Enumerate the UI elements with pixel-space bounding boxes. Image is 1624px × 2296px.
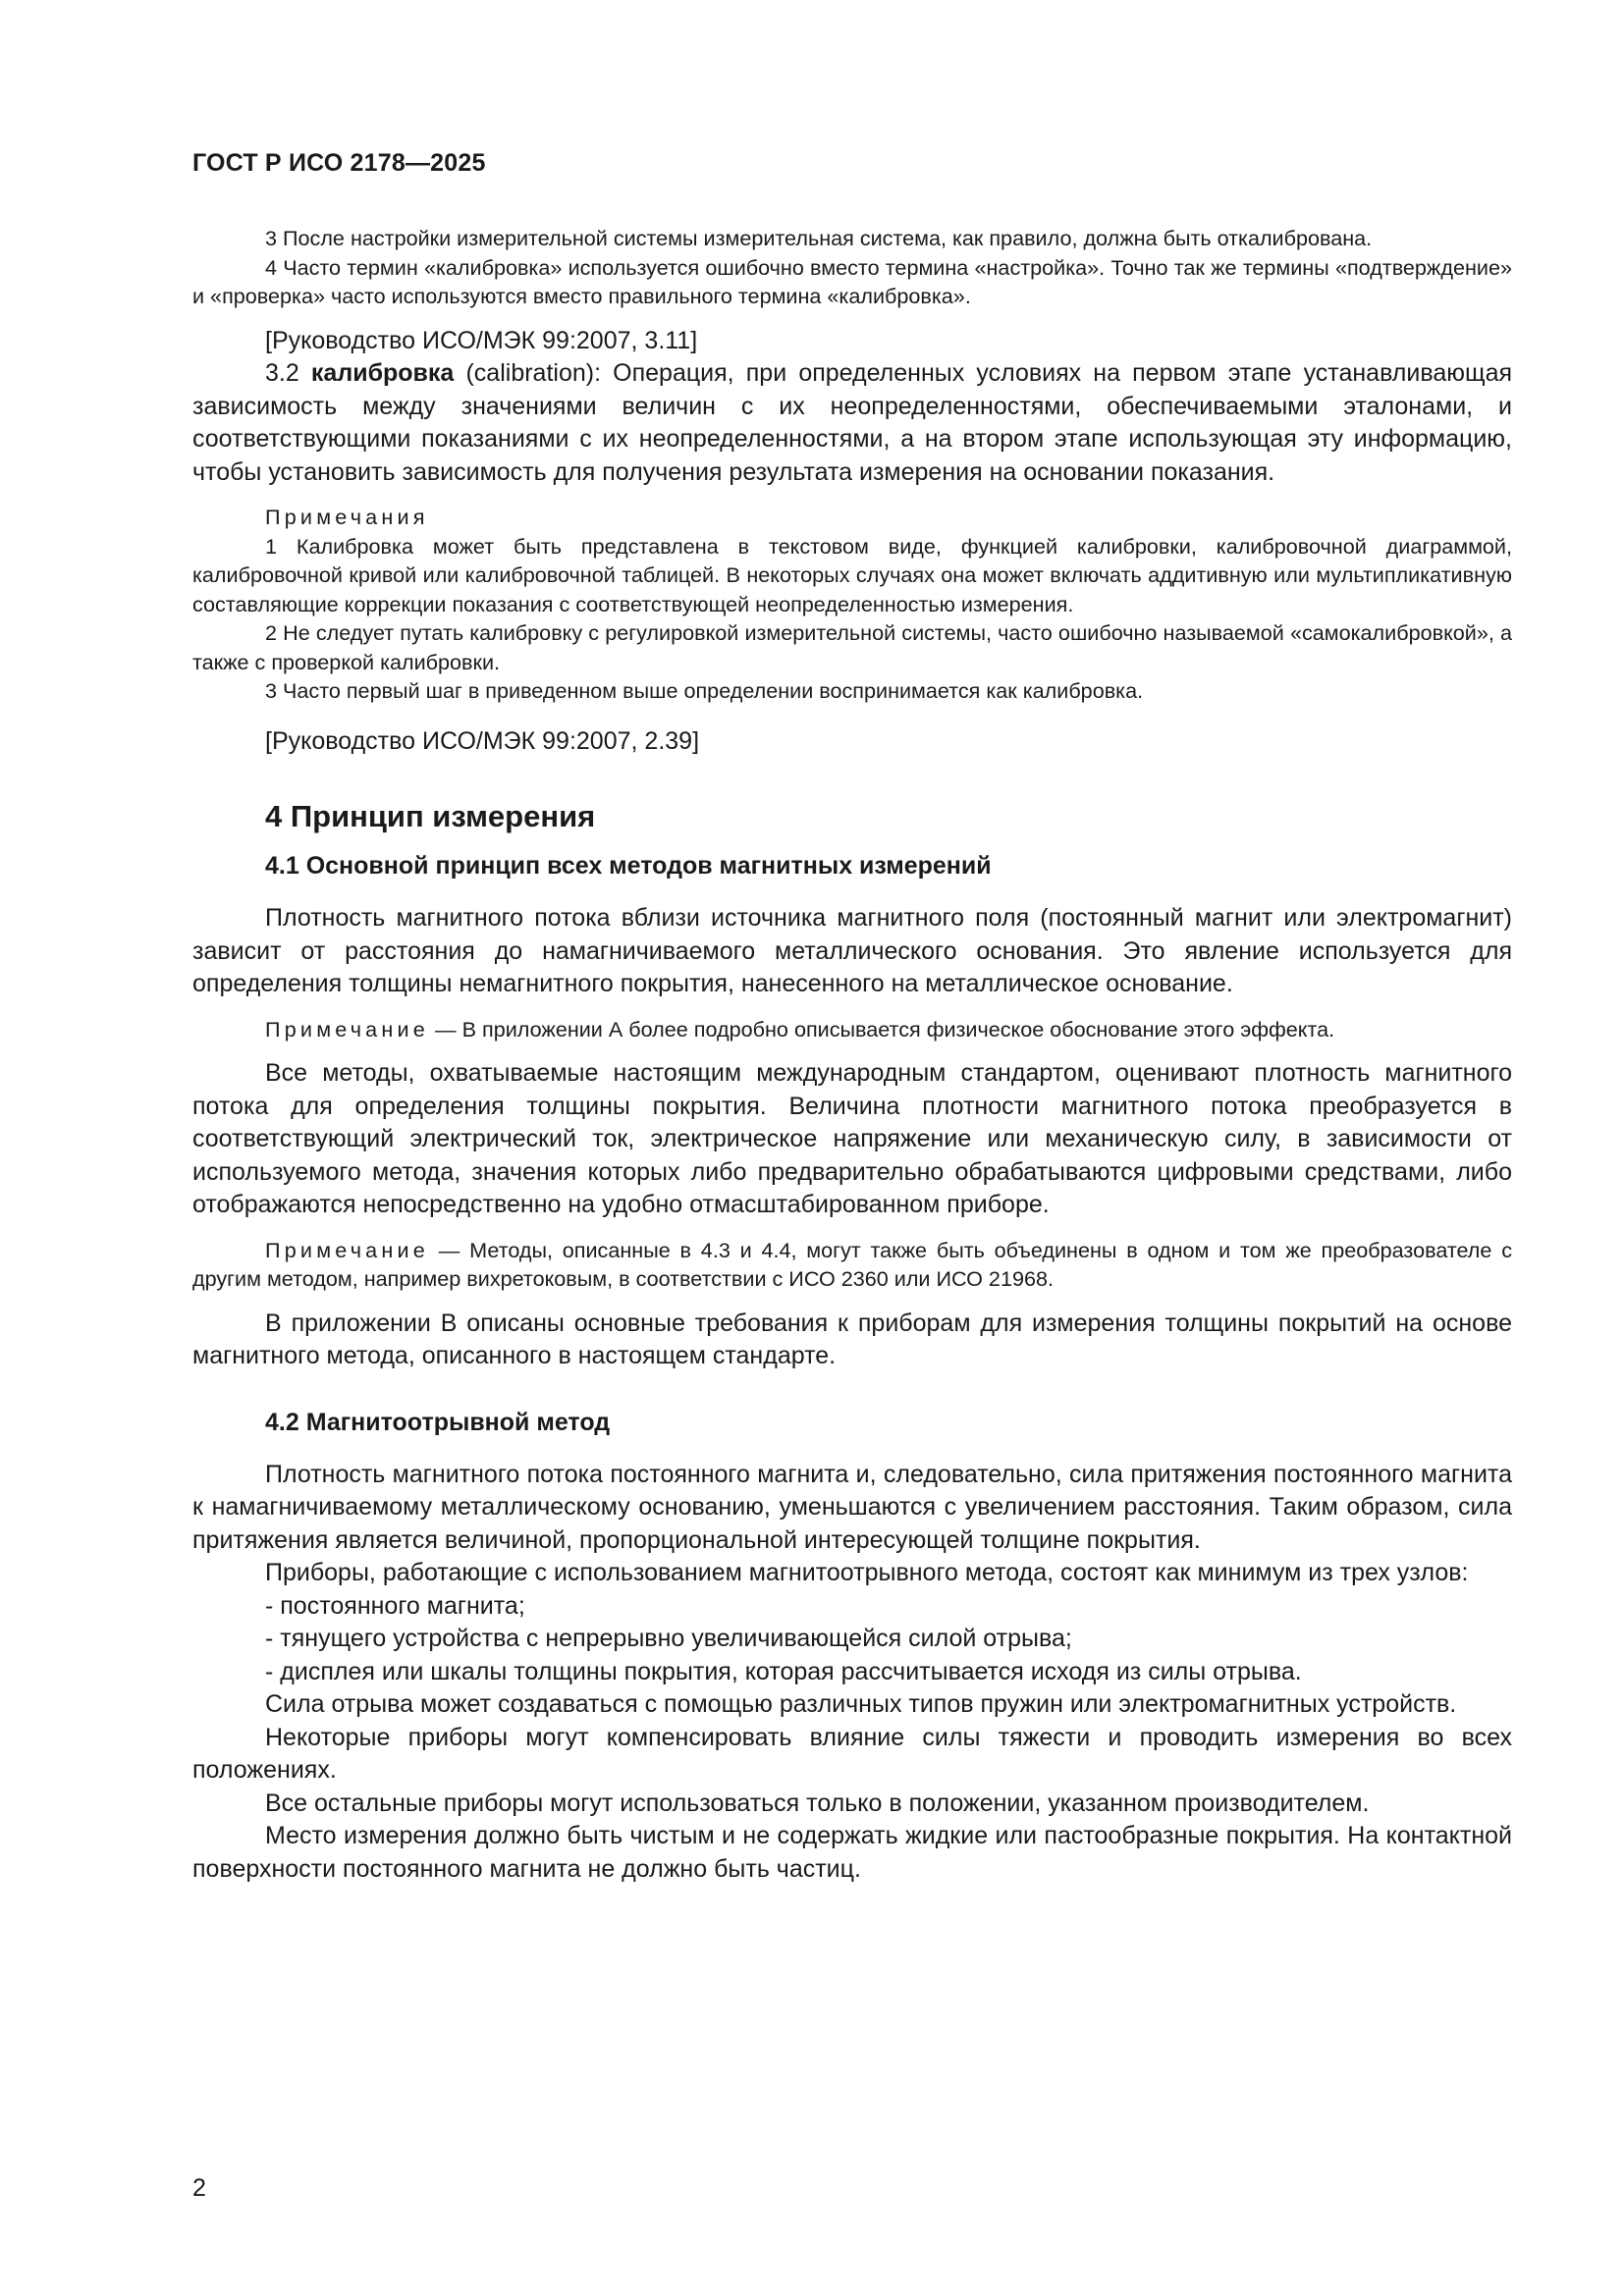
note-label: Примечание [265,1237,429,1262]
subsection-4-1-title: 4.1 Основной принцип всех методов магнитных измерений [265,852,992,880]
page-number: 2 [192,2174,206,2202]
term-definition-3-2 [192,357,1512,489]
paragraph-4-2-d: Некоторые приборы могут компенсировать влияние силы тяжести и проводить измерения во всех положениях. [192,1723,1512,1784]
document-header: ГОСТ Р ИСО 2178—2025 [192,149,486,177]
paragraph-4-2-b: Приборы, работающие с использованием магнитоотрывного метода, состоят как минимум из трех узлов: [265,1559,1469,1586]
note-4-1-b [192,1236,1512,1294]
list-item: - дисплея или шкалы толщины покрытия, которая рассчитывается исходя из силы отрыва. [265,1657,1302,1685]
note-text: — Методы, описанные в 4.3 и 4.4, могут также быть объединены в одном и том же преобразователе с другим методом, например вихретоковым, в соответствии с ИСО 2360 или ИСО 21968. [192,1237,1512,1291]
term-number: 3.2 [265,359,311,387]
note-4-1-a [192,1015,1512,1044]
page-content [192,224,1512,1886]
paragraph-4-1-a: Плотность магнитного потока вблизи источника магнитного поля (постоянный магнит или электромагнит) зависит от расстояния до намагничиваемого металлического основания. Это явление используется для определения толщины немагнитного покрытия, нанесенного на металлическое основание. [192,904,1512,997]
note-label: Примечание [265,1016,429,1041]
paragraph-4-2-f: Место измерения должно быть чистым и не содержать жидкие или пастообразные покрытия. На контактной поверхности постоянного магнита не должно быть частиц. [192,1822,1512,1883]
reference-3-11: [Руководство ИСО/МЭК 99:2007, 3.11] [265,326,698,354]
calibration-note-2: 2 Не следует путать калибровку с регулировкой измерительной системы, часто ошибочно называемой «самокалибровкой», а также с проверкой калибровки. [192,620,1512,674]
term-name: калибровка [310,359,455,387]
paragraph-4-2-a: Плотность магнитного потока постоянного магнита и, следовательно, сила притяжения постоянного магнита к намагничиваемому металлическому основанию, уменьшаются с увеличением расстояния. Таким образом, сила притяжения является величиной, пропорциональной интересующей толщине покрытия. [192,1460,1512,1554]
term-text: (calibration): Операция, при определенных условиях на первом этапе устанавливающая зависимость между значениями величин с их неопределенностями, обеспечиваемыми эталонами, и соответствующими показаниями с их неопределенностями, а на втором этапе использующая эту информацию, чтобы установить зависимость для получения результата измерения на основании показания. [192,359,1513,486]
reference-2-39: [Руководство ИСО/МЭК 99:2007, 2.39] [265,726,700,755]
subsection-4-2-title: 4.2 Магнитоотрывной метод [265,1408,611,1436]
list-item: - постоянного магнита; [265,1591,525,1620]
paragraph-4-1-b: Все методы, охватываемые настоящим международным стандартом, оценивают плотность магнитного потока для определения толщины покрытия. Величина плотности магнитного потока преобразуется в соответствующий электрический ток, электрическое напряжение или механическую силу, в зависимости от используемого метода, значения которых либо предварительно обрабатываются цифровыми средствами, либо отображаются непосредственно на удобно отмасштабированном приборе. [192,1059,1512,1218]
notes-heading: Примечания [265,505,429,529]
section-4-title: 4 Принцип измерения [265,799,596,833]
note-3: 3 После настройки измерительной системы измерительная система, как правило, должна быть откалибрована. [265,226,1373,250]
paragraph-4-1-c: В приложении В описаны основные требования к приборам для измерения толщины покрытий на основе магнитного метода, описанного в настоящем стандарте. [192,1308,1512,1369]
note-4: 4 Часто термин «калибровка» используется ошибочно вместо термина «настройка». Точно так же термины «подтверждение» и «проверка» часто используются вместо правильного термина «калибровка». [192,254,1512,308]
list-item: - тянущего устройства с непрерывно увеличивающейся силой отрыва; [265,1625,1072,1652]
note-text: — В приложении А более подробно описывается физическое обоснование этого эффекта. [429,1016,1335,1041]
calibration-note-1: 1 Калибровка может быть представлена в текстовом виде, функцией калибровки, калибровочной диаграммой, калибровочной кривой или калибровочной таблицей. В некоторых случаях она может включать аддитивную или мультипликативную составляющие коррекции показания с соответствующей неопределенностью измерения. [192,533,1512,616]
paragraph-4-2-c: Сила отрыва может создаваться с помощью различных типов пружин или электромагнитных устройств. [265,1690,1457,1718]
calibration-note-3: 3 Часто первый шаг в приведенном выше определении воспринимается как калибровка. [265,678,1144,703]
paragraph-4-2-e: Все остальные приборы могут использоваться только в положении, указанном производителем. [265,1789,1370,1817]
